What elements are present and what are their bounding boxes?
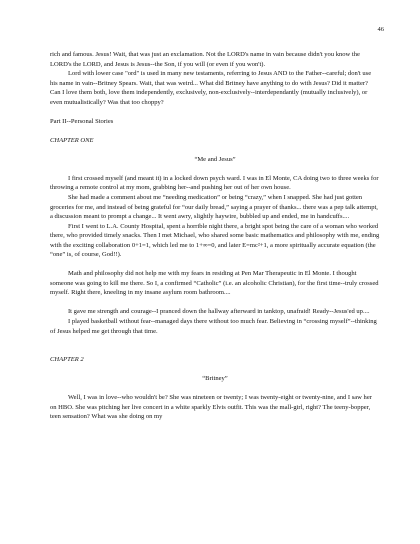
chapter-title: “Britney” — [202, 375, 228, 383]
chapter-heading: CHAPTER ONE — [50, 136, 94, 144]
paragraph: She had made a comment about me “needing medication” or being “crazy,” when I snapped. She had just gotten groceries for me, and instead of being grateful for “our daily bread,” saying a prayer of thanks... there was a pep talk attempt, a discussion meant to prompt a change... It went awry, slightly haywire, bubbled up and ended, me in handcuffs.... — [50, 194, 378, 221]
chapter-heading: CHAPTER 2 — [50, 356, 84, 364]
paragraph: I played basketball without fear--managed days there without too much fear. Believing in “crossing myself”--thinking of Jesus helped me get through that time. — [50, 318, 377, 335]
part-heading: Part II--Personal Stories — [50, 117, 114, 125]
paragraph: Lord with lower case "ord" is used in many new testaments, referring to Jesus AND to the Father--careful; don't use his name in vain--Britney Spears. Wait, that was weird... What did Britney have anything to do with Jesus? Did it matter? Can I love them both, love them independently, exclusively, non-exclusively--interdependantly (mutually inclusively), or even mutualistically? Was that too choppy? — [50, 70, 372, 106]
paragraph: Well, I was in love--who wouldn't be? She was nineteen or twenty; I was twenty-eight or twenty-nine, and I saw her on HBO. She was pitching her live concert in a white sparkly Elvis outfit. This was the mall-girl, right? The teeny-bopper, teen sensation? What was she doing on my — [50, 394, 372, 421]
chapter-title: “Me and Jesus” — [194, 155, 236, 163]
paragraph: I first crossed myself (and meant it) in a locked down psych ward. I was in El Monte, CA doing two to three weeks for throwing a remote control at my mom, grabbing her--and pushing her out of her own house. — [50, 174, 379, 192]
paragraph: It gave me strength and courage--I pranced down the hallway afterward in tanktop, unafraid! Ready--Jesus'ed up.... — [68, 308, 370, 316]
paragraph: Math and philosophy did not help me with my fears in residing at Pen Mar Therapeutic in El Monte. I thought someone was going to kill me there. So I, a confirmed “Catholic” (i.e. an alcoholic Christian), for the first time--truly crossed myself. Right there, kneeling in my insane asylum room bathroom.... — [50, 270, 379, 297]
page-content — [50, 50, 380, 422]
page-number: 46 — [377, 26, 384, 33]
paragraph: First I went to L.A. County Hospital, spent a horrible night there, a bright spot being the care of a woman who worked there, who provided timely snacks. Then I met Michael, who shared some basic mathematics and philosophy with me, ending with the exciting collaboration 0+1=1, which led me to 1+∞=0, and later E=mc²+1, a more spiritually accurate equation (the “one” is, of course, God!!). — [50, 222, 380, 259]
paragraph: rich and famous. Jesus! Wait, that was just an exclamation. Not the LORD's name in vain because didn't you know the LORD's the LORD, and Jesus is Jesus--the Son, if you will (or even if you won't). — [50, 51, 360, 68]
